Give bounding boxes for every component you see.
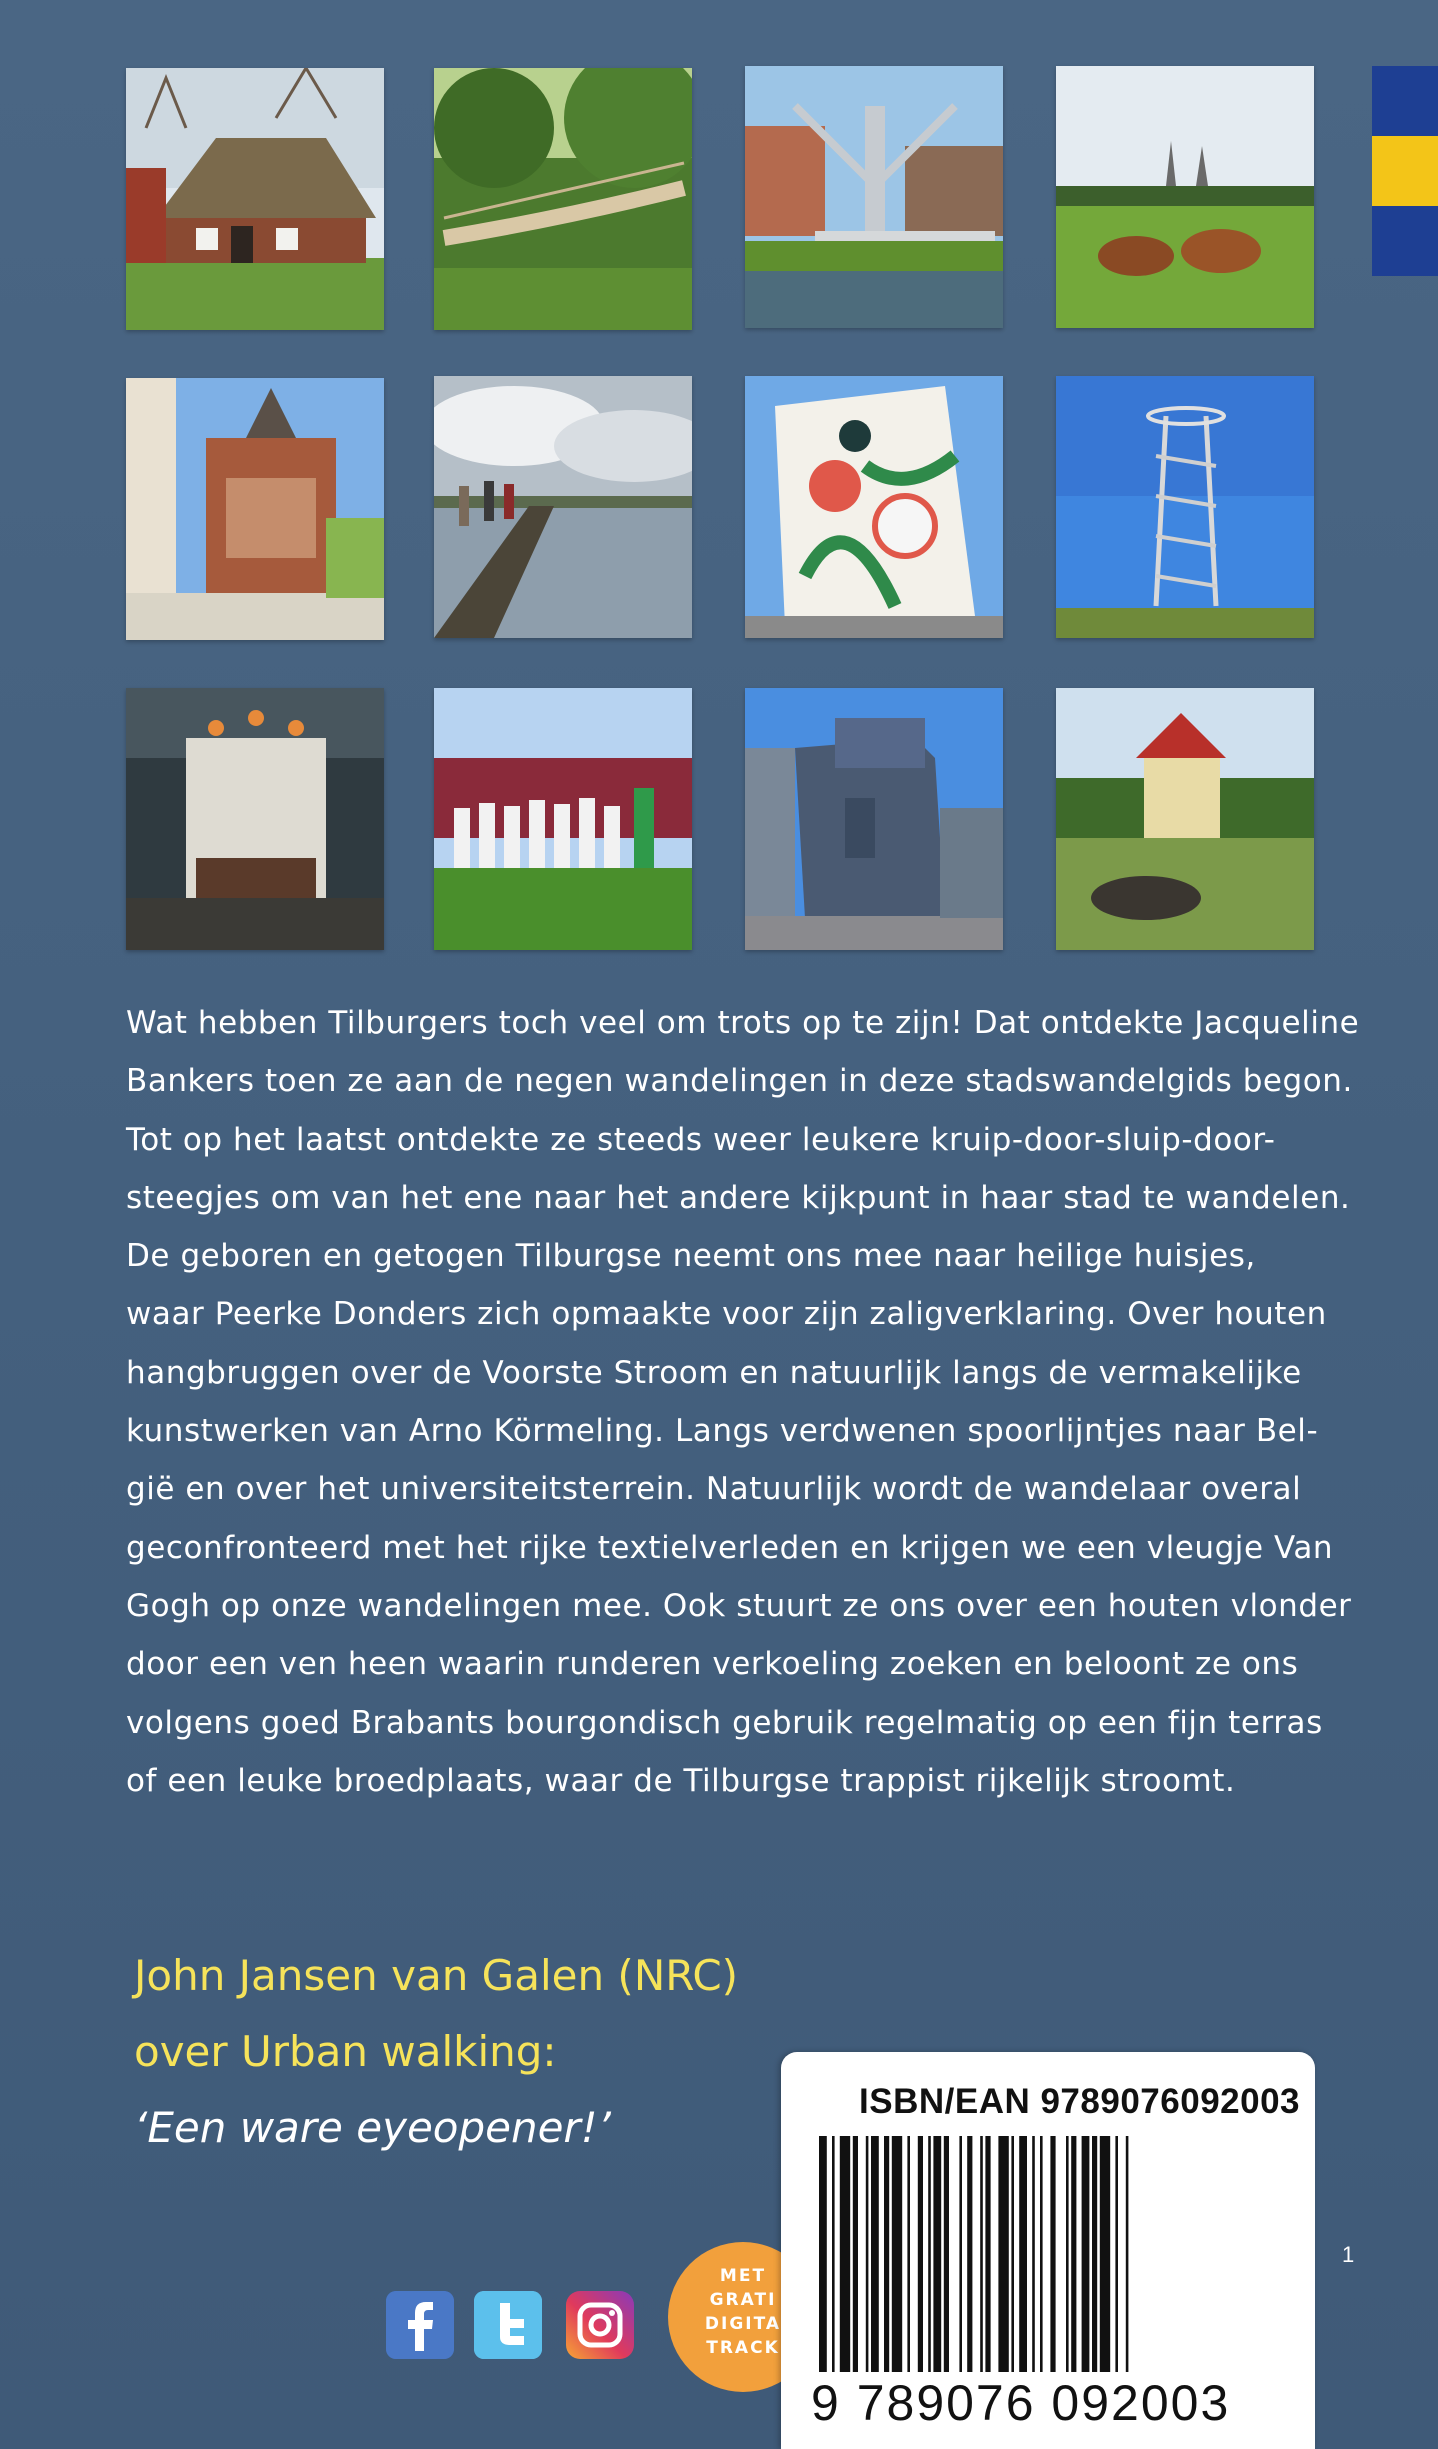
photo-walkers-lake bbox=[434, 376, 692, 638]
page-number: 1 bbox=[1342, 2242, 1355, 2267]
photo-market-hall bbox=[126, 688, 384, 950]
photo-rope-bridge bbox=[434, 68, 692, 330]
badge-line: DIGITA bbox=[704, 2314, 782, 2334]
flag-yellow-stripe bbox=[1372, 136, 1438, 206]
flag-blue-stripe bbox=[1372, 66, 1438, 136]
barcode-icon bbox=[819, 2136, 1299, 2372]
photo-observation-tower bbox=[1056, 376, 1314, 638]
blurb-line: waar Peerke Donders zich opmaakte voor zijn zaligverklaring. Over houten bbox=[126, 1296, 1327, 1333]
badge-line: MET bbox=[719, 2266, 767, 2286]
photo-football-team bbox=[434, 688, 692, 950]
photo-drawbridge bbox=[745, 66, 1003, 328]
photo-modern-building bbox=[745, 688, 1003, 950]
quote-subject: over Urban walking: bbox=[134, 2027, 557, 2076]
facebook-icon[interactable] bbox=[386, 2291, 454, 2359]
photo-cows-meadow bbox=[1056, 66, 1314, 328]
blurb-line: volgens goed Brabants bourgondisch gebruik regelmatig op een fijn terras bbox=[126, 1704, 1323, 1741]
twitter-icon[interactable] bbox=[474, 2291, 542, 2359]
photo-town-hall bbox=[126, 378, 384, 640]
blurb-line: De geboren en getogen Tilburgse neemt ons mee naar heilige huisjes, bbox=[126, 1238, 1256, 1275]
quote-text: ‘Een ware eyeopener!’ bbox=[134, 2103, 611, 2152]
blurb-line: Bankers toen ze aan de negen wandelingen in deze stadswandelgids begon. bbox=[126, 1063, 1353, 1100]
blurb-line: Gogh op onze wandelingen mee. Ook stuurt ze ons over een houten vlonder bbox=[126, 1587, 1352, 1624]
quote-author: John Jansen van Galen (NRC) bbox=[134, 1951, 739, 2000]
blurb-line: geconfronteerd met het rijke textielverleden en krijgen we een vleugje Van bbox=[126, 1529, 1334, 1566]
flag-blue-stripe bbox=[1372, 206, 1438, 276]
blurb-line: door een ven heen waarin runderen verkoeling zoeken en beloont ze ons bbox=[126, 1646, 1299, 1683]
blurb-text bbox=[126, 994, 1360, 1810]
instagram-icon[interactable] bbox=[566, 2291, 634, 2359]
blurb-line: of een leuke broedplaats, waar de Tilburgse trappist rijkelijk stroomt. bbox=[126, 1762, 1236, 1799]
flag-stripes bbox=[1372, 66, 1438, 276]
blurb-line: kunstwerken van Arno Körmeling. Langs verdwenen spoorlijntjes naar Bel- bbox=[126, 1413, 1319, 1450]
badge-line: GRATI bbox=[709, 2290, 777, 2310]
badge-line: TRACK bbox=[706, 2338, 780, 2358]
blurb-line: hangbruggen over de Voorste Stroom en natuurlijk langs de vermakelijke bbox=[126, 1354, 1302, 1391]
photo-house-sculpture bbox=[1056, 688, 1314, 950]
isbn-text: ISBN/EAN 9789076092003 bbox=[859, 2082, 1301, 2121]
barcode-digits: 9 789076 092003 bbox=[811, 2375, 1231, 2431]
photo-thatched-farmhouse bbox=[126, 68, 384, 330]
photo-mural-flowers bbox=[745, 376, 1003, 638]
blurb-line: Tot op het laatst ontdekte ze steeds weer leukere kruip-door-sluip-door- bbox=[126, 1121, 1276, 1158]
review-quote bbox=[134, 1938, 738, 2166]
blurb-line: gië en over het universiteitsterrein. Natuurlijk wordt de wandelaar overal bbox=[126, 1471, 1302, 1508]
isbn-barcode-label bbox=[781, 2052, 1315, 2449]
blurb-line: Wat hebben Tilburgers toch veel om trots op te zijn! Dat ontdekte Jacqueline bbox=[126, 1005, 1360, 1041]
blurb-line: steegjes om van het ene naar het andere kijkpunt in haar stad te wandelen. bbox=[126, 1179, 1351, 1216]
